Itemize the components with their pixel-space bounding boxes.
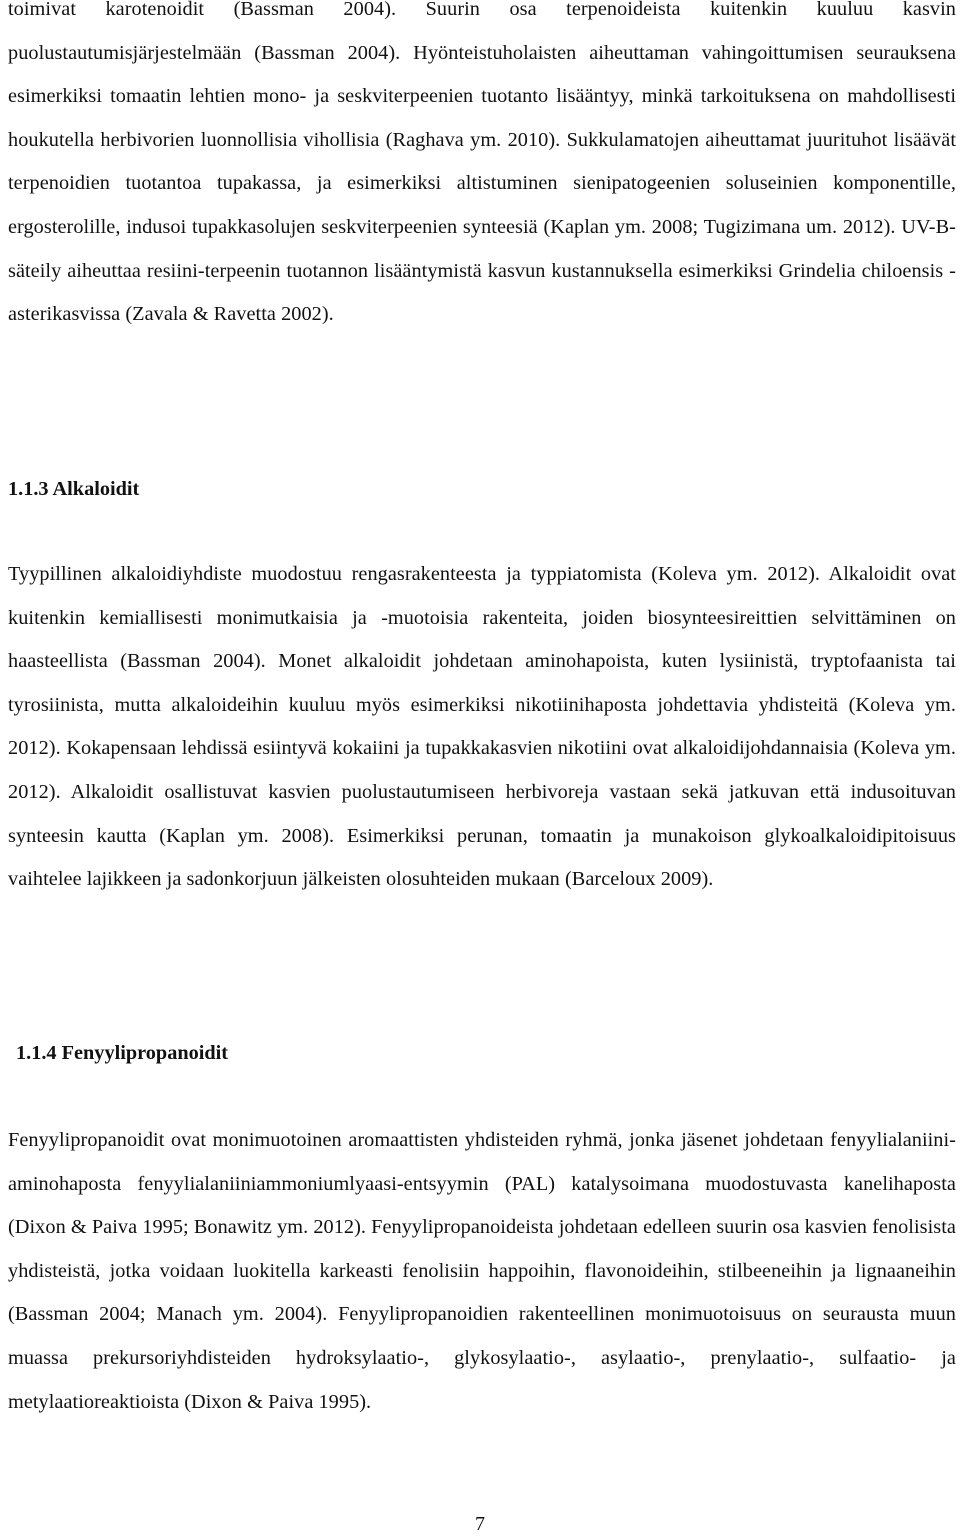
- section-heading-alkaloids: 1.1.3 Alkaloidit: [8, 478, 140, 500]
- paragraph-terpenoids: toimivat karotenoidit (Bassman 2004). Suurin osa terpenoideista kuitenkin kuuluu kasvin puolustautumisjärjestelmään (Bassman 2004). Hyönteistuholaisten aiheuttaman vahingoittumisen seurauksena esimerkiksi tomaatin lehtien mono- ja seskviterpeenien tuotanto lisääntyy, minkä tarkoituksena on mahdollisesti houkutella herbivorien luonnollisia vihollisia (Raghava ym. 2010). Sukkulamatojen aiheuttamat juurituhot lisäävät terpenoidien tuotantoa tupakassa, ja esimerkiksi altistuminen sienipatogeenien soluseinien komponentille, ergosterolille, indusoi tupakkasolujen seskviterpeenien synteesiä (Kaplan ym. 2008; Tugizimana um. 2012). UV-B-säteily aiheuttaa resiini-terpeenin tuotannon lisääntymistä kasvun kustannuksella esimerkiksi Grindelia chiloensis -asterikasvissa (Zavala & Ravetta 2002).: [8, 0, 956, 326]
- section-heading-phenylpropanoids: 1.1.4 Fenyylipropanoidit: [16, 1042, 229, 1064]
- paragraph-phenylpropanoids: Fenyylipropanoidit ovat monimuotoinen aromaattisten yhdisteiden ryhmä, jonka jäsenet johdetaan fenyylialaniini-aminohaposta fenyylialaniiniammoniumlyaasi-entsyymin (PAL) katalysoimana muodostuvasta kanelihaposta (Dixon & Paiva 1995; Bonawitz ym. 2012). Fenyylipropanoideista johdetaan edelleen suurin osa kasvien fenolisista yhdisteistä, jotka voidaan luokitella karkeasti fenolisiin happoihin, flavonoideihin, stilbeeneihin ja lignaaneihin (Bassman 2004; Manach ym. 2004). Fenyylipropanoidien rakenteellinen monimuotoisuus on seurausta muun muassa prekursoriyhdisteiden hydroksylaatio-, glykosylaatio-, asylaatio-, prenylaatio-, sulfaatio- ja metylaatioreaktioista (Dixon & Paiva 1995).: [8, 1129, 956, 1413]
- page-number: 7: [475, 1513, 485, 1535]
- paragraph-alkaloids: Tyypillinen alkaloidiyhdiste muodostuu rengasrakenteesta ja typpiatomista (Koleva ym. 2012). Alkaloidit ovat kuitenkin kemiallisesti monimutkaisia ja -muotoisia rakenteita, joiden biosynteesireittien selvittäminen on haasteellista (Bassman 2004). Monet alkaloidit johdetaan aminohapoista, kuten lysiinistä, tryptofaanista tai tyrosiinista, mutta alkaloideihin kuuluu myös esimerkiksi nikotiinihaposta johdettavia yhdisteitä (Koleva ym. 2012). Kokapensaan lehdissä esiintyvä kokaiini ja tupakkakasvien nikotiini ovat alkaloidijohdannaisia (Koleva ym. 2012). Alkaloidit osallistuvat kasvien puolustautumiseen herbivoreja vastaan sekä jatkuvan että indusoituvan synteesin kautta (Kaplan ym. 2008). Esimerkiksi perunan, tomaatin ja munakoison glykoalkaloidipitoisuus vaihtelee lajikkeen ja sadonkorjuun jälkeisten olosuhteiden mukaan (Barceloux 2009).: [8, 563, 956, 891]
